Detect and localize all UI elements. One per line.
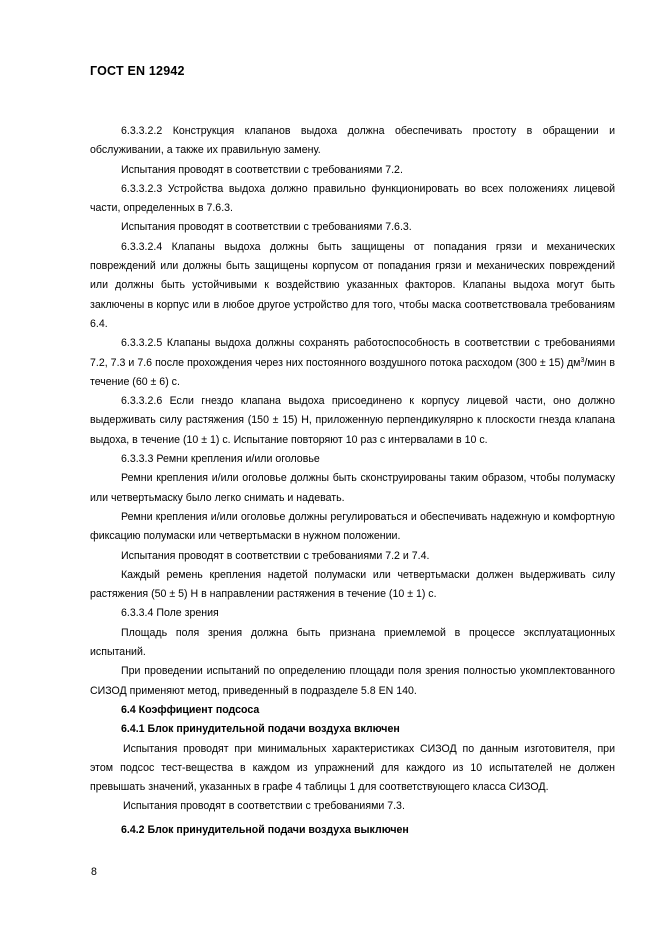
page-number: 8 xyxy=(91,866,97,878)
paragraph-straps-adjust: Ремни крепления и/или оголовье должны регулироваться и обеспечивать надежную и комфортную фиксацию полумаски или четвертьмаски в нужном положении. xyxy=(90,510,615,543)
section-heading-6-4-1: 6.4.1 Блок принудительной подачи воздуха включен xyxy=(121,723,400,736)
paragraph-6-3-3-2-4: 6.3.3.2.4 Клапаны выдоха должны быть защищены от попадания грязи и механических повреждений или должны быть защищены корпусом от попадания грязи и механических повреждений или должны быть устойчивыми к воздействию указанных факторов. Клапаны выдоха могут быть заключены в корпус или в любое другое устройство для того, чтобы маска соответствовала требованиям 6.4. xyxy=(90,240,615,330)
paragraph-6-3-3-2-2: 6.3.3.2.2 Конструкция клапанов выдоха должна обеспечивать простоту в обращении и обслуживании, а также их правильную замену. xyxy=(90,125,615,157)
paragraph-test-7-6-3: Испытания проводят в соответствии с требованиями 7.6.3. xyxy=(121,221,412,234)
paragraph-6-3-3-2-5-tail: /мин в течение (60 ± 6) с. xyxy=(90,356,615,388)
paragraph-6-3-3-2-5-text: 6.3.3.2.5 Клапаны выдоха должны сохранять работоспособность в соответствии с требованиями 7.2, 7.3 и 7.6 после прохождения через них постоянного воздушного потока расходом (300 ± 15) дм xyxy=(90,337,615,369)
paragraph-field-of-view: Площадь поля зрения должна быть признана приемлемой в процессе эксплуатационных испытаний. xyxy=(90,626,615,659)
paragraph-test-7-3: Испытания проводят в соответствии с требованиями 7.3. xyxy=(123,800,405,813)
superscript-3: 3 xyxy=(580,356,585,364)
paragraph-6-3-3-2-5 xyxy=(90,334,615,392)
section-heading-6-3-3-3: 6.3.3.3 Ремни крепления и/или оголовье xyxy=(121,453,320,466)
section-heading-6-4-2: 6.4.2 Блок принудительной подачи воздуха выключен xyxy=(121,823,409,836)
paragraph-6-3-3-2-6: 6.3.3.2.6 Если гнездо клапана выдоха присоединено к корпусу лицевой части, оно должно выдерживать силу растяжения (150 ± 15) Н, приложенную перпендикулярно к плоскости гнезда клапана выдоха, в течение (10 ± 1) с. Испытание повторяют 10 раз с интервалами в 10 с. xyxy=(90,395,615,446)
paragraph-strap-tension: Каждый ремень крепления надетой полумаски или четвертьмаски должен выдерживать силу растяжения (50 ± 5) Н в направлении растяжения в течение (10 ± 1) с. xyxy=(90,568,615,601)
paragraph-6-3-3-2-3: 6.3.3.2.3 Устройства выдоха должно правильно функционировать во всех положениях лицевой части, определенных в 7.6.3. xyxy=(90,182,615,215)
document-body xyxy=(90,122,615,840)
section-heading-6-4: 6.4 Коэффициент подсоса xyxy=(121,703,260,716)
paragraph-straps-design: Ремни крепления и/или оголовье должны быть сконструированы таким образом, чтобы полумаску или четвертьмаску было легко снимать и надевать. xyxy=(90,472,615,504)
paragraph-test-7-2: Испытания проводят в соответствии с требованиями 7.2. xyxy=(121,163,403,176)
document-title: ГОСТ EN 12942 xyxy=(90,64,185,78)
paragraph-field-of-view-method: При проведении испытаний по определению площади поля зрения полностью укомплектованного СИЗОД применяют метод, приведенный в подразделе 5.8 EN 140. xyxy=(90,665,615,697)
paragraph-test-7-2-7-4: Испытания проводят в соответствии с требованиями 7.2 и 7.4. xyxy=(121,549,430,562)
paragraph-leakage-test: Испытания проводят при минимальных характеристиках СИЗОД по данным изготовителя, при этом подсос тест-вещества в каждом из упражнений для каждого из 10 испытателей не должен превышать значений, указанных в графе 4 таблицы 1 для соответствующего класса СИЗОД. xyxy=(90,742,615,794)
section-heading-6-3-3-4: 6.3.3.4 Поле зрения xyxy=(121,607,219,620)
